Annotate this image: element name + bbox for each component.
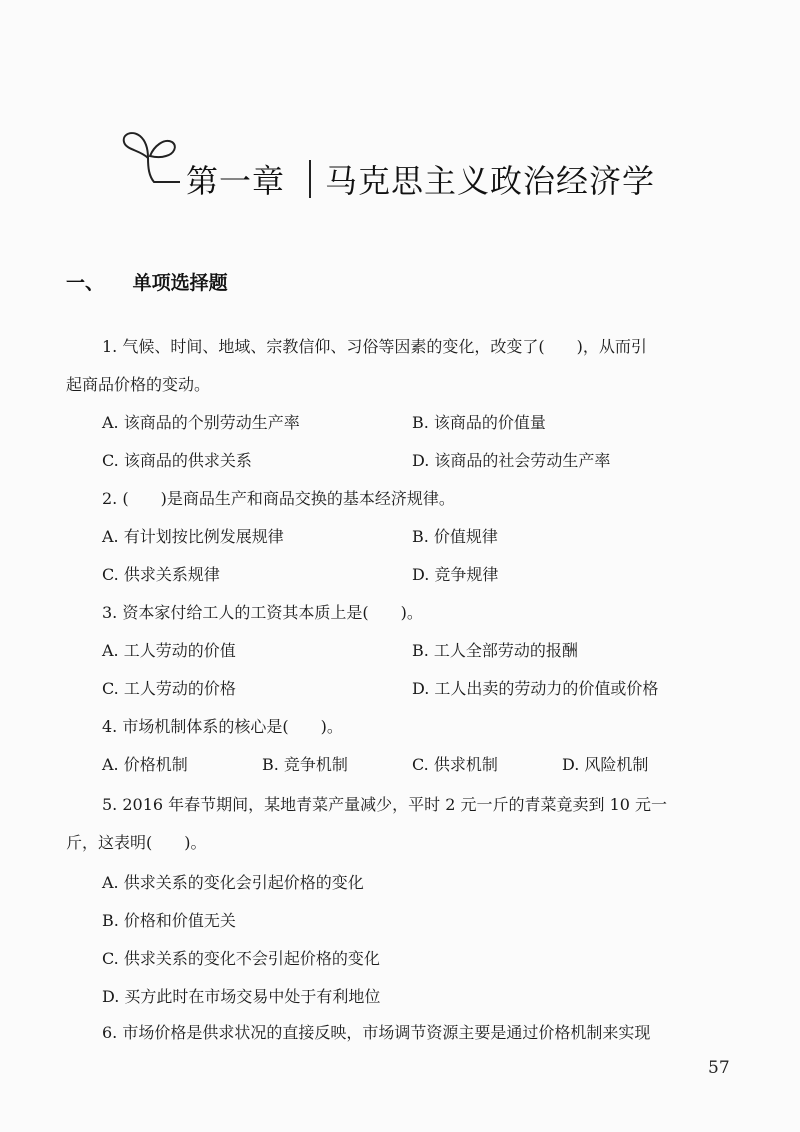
section-title: 单项选择题 — [132, 272, 228, 294]
chapter-header — [120, 120, 720, 220]
question-4-option-b: B. 竞争机制 — [262, 755, 348, 774]
question-5-option-c: C. 供求关系的变化不会引起价格的变化 — [102, 949, 380, 968]
question-4-option-d: D. 风险机制 — [562, 755, 649, 774]
chapter-divider — [309, 160, 311, 198]
section-number: 一、 — [66, 272, 105, 294]
question-1-option-c: C. 该商品的供求关系 — [102, 451, 252, 470]
question-2-option-d: D. 竞争规律 — [412, 565, 499, 584]
chapter-number: 第一章 — [186, 162, 286, 200]
question-4-line-1: 4. 市场机制体系的核心是( )。 — [102, 717, 343, 736]
question-1-option-d: D. 该商品的社会劳动生产率 — [412, 451, 611, 470]
question-5-option-d: D. 买方此时在市场交易中处于有利地位 — [102, 987, 381, 1006]
question-3-option-b: B. 工人全部劳动的报酬 — [412, 641, 578, 660]
page-number: 57 — [708, 1058, 730, 1078]
question-5-option-b: B. 价格和价值无关 — [102, 911, 236, 930]
question-6-line-1: 6. 市场价格是供求状况的直接反映，市场调节资源主要是通过价格机制来实现 — [102, 1023, 651, 1042]
question-1-line-2: 起商品价格的变动。 — [66, 375, 211, 394]
question-5-option-a: A. 供求关系的变化会引起价格的变化 — [102, 873, 364, 892]
chapter-title: 马克思主义政治经济学 — [325, 162, 656, 200]
question-3-line-1: 3. 资本家付给工人的工资其本质上是( )。 — [102, 603, 423, 622]
question-1-option-b: B. 该商品的价值量 — [412, 413, 546, 432]
question-2-option-a: A. 有计划按比例发展规律 — [102, 527, 284, 546]
question-4-option-c: C. 供求机制 — [412, 755, 498, 774]
question-3-option-d: D. 工人出卖的劳动力的价值或价格 — [412, 679, 659, 698]
question-2-option-c: C. 供求关系规律 — [102, 565, 220, 584]
question-4-option-a: A. 价格机制 — [102, 755, 188, 774]
question-1-option-a: A. 该商品的个别劳动生产率 — [102, 413, 300, 432]
question-1-line-1: 1. 气候、时间、地域、宗教信仰、习俗等因素的变化，改变了( )，从而引 — [102, 337, 647, 356]
question-5-line-2: 斤，这表明( )。 — [66, 833, 207, 852]
question-3-option-c: C. 工人劳动的价格 — [102, 679, 236, 698]
sprout-icon — [120, 120, 184, 190]
question-2-line-1: 2. ( )是商品生产和商品交换的基本经济规律。 — [102, 489, 455, 508]
section-heading — [66, 268, 228, 295]
question-2-option-b: B. 价值规律 — [412, 527, 498, 546]
question-5-line-1: 5. 2016 年春节期间，某地青菜产量减少，平时 2 元一斤的青菜竟卖到 10 元一 — [102, 795, 668, 814]
question-3-option-a: A. 工人劳动的价值 — [102, 641, 236, 660]
